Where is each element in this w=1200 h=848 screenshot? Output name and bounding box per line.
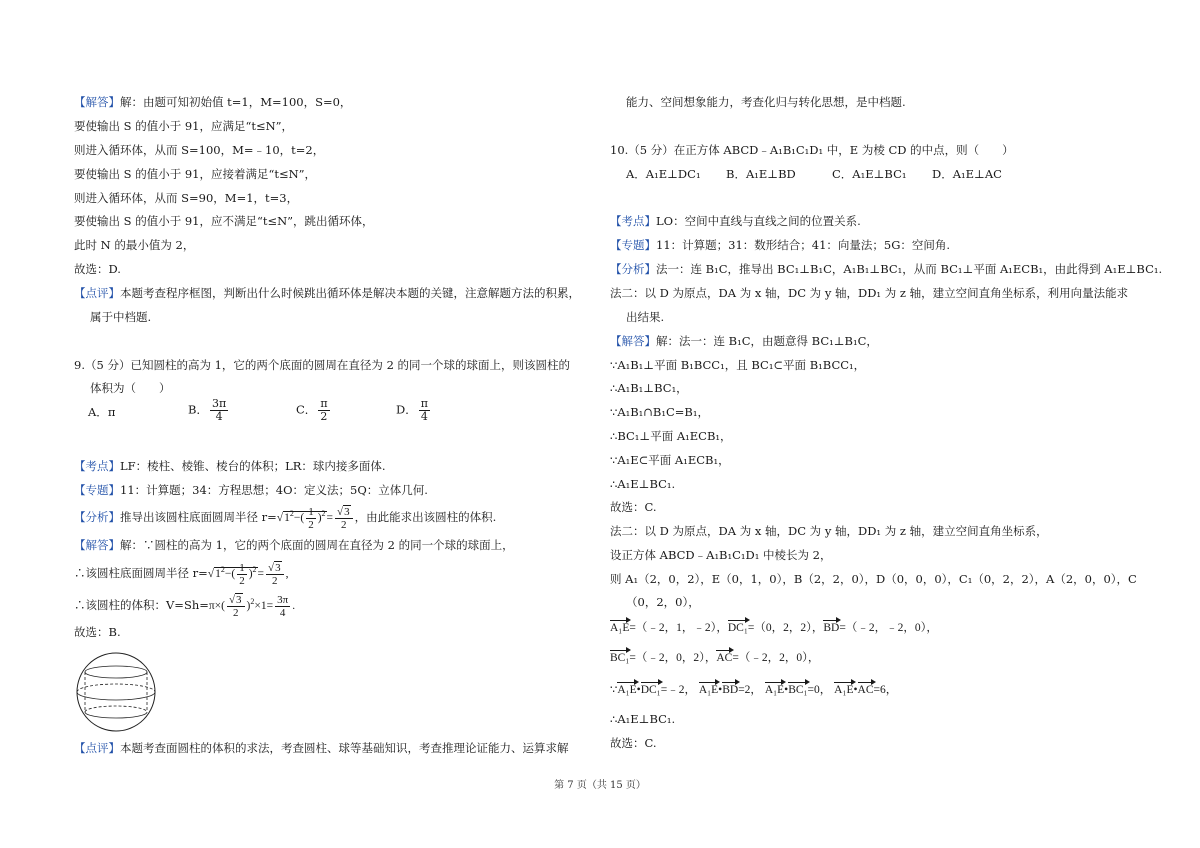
vector-a1e: A₁E [698,684,719,696]
keypoint-tag: 【考点】 [610,214,656,228]
text: 法一：连 B₁C，推导出 BC₁⊥B₁C，A₁B₁⊥BC₁，从而 BC₁⊥平面 A₁ECB₁，由此得到 A₁E⊥BC₁. [656,262,1163,276]
vector-bd: BD [722,684,739,696]
numerator: 3π [211,397,227,410]
q10-option-d: D．A₁E⊥AC [932,167,1002,181]
q10-answer-line: ∵A₁E⊂平面 A₁ECB₁， [610,453,730,467]
vector-a1e: A₁E [610,622,630,634]
label: B． [188,402,208,417]
label: A． [88,405,108,419]
value: =0， [807,684,832,696]
vector-bd: BD [823,622,840,634]
value: =（﹣2，2，0）， [732,652,820,664]
numerator: π [420,397,428,410]
q9-review [74,740,569,756]
answer-tag: 【解答】 [610,334,656,348]
q9-answer-radius [74,562,288,587]
text: 解：法一：连 B₁C，由题意得 BC₁⊥B₁C， [656,334,878,348]
page-footer: 第 7 页（共 15 页） [554,780,646,791]
q9-review-cont: 能力、空间想象能力，考查化归与转化思想，是中档题. [626,95,906,109]
q9-answer [74,537,514,553]
q10-answer-line: ∴A₁B₁⊥BC₁， [610,381,688,395]
q10-method2-line: （0，2，0）， [626,595,700,609]
text: LO：空间中直线与直线之间的位置关系. [656,214,861,228]
vector-bc1: BC₁ [788,684,808,696]
fraction [318,398,329,423]
q10-option-b: B．A₁E⊥BD [726,167,796,181]
q9-topic [74,482,428,498]
keypoint-tag: 【考点】 [74,459,120,473]
q10-choose: 故选：C. [610,736,657,750]
sphere-cylinder-figure [74,650,158,734]
q10-dot-products: ∵A₁E•DC₁=﹣2， A₁E•BD=2， A₁E•BC₁=0， A₁E•AC=6， [610,684,898,696]
vector-a1e: A₁E [764,684,785,696]
text: 11：计算题；31：数形结合；41：向量法；5G：空间角. [656,238,951,252]
text: ∴该圆柱的体积：V=Sh= [74,598,209,613]
value: =（﹣2，﹣2，0）， [839,622,938,634]
q10-option-a: A．A₁E⊥DC₁ [626,167,701,181]
q9-analysis [74,506,496,531]
q9-stem: 9.（5 分）已知圆柱的高为 1，它的两个底面的圆周在直径为 2 的同一个球的球面上，则该圆柱的 [74,358,571,372]
fraction [210,398,228,423]
q10-topic [610,237,950,253]
q10-method2-line: 则 A₁（2，0，2），E（0，1，0），B（2，2，0），D（0，0，0），C₁（0，2，2），A（2，0，0），C [610,572,1137,586]
q10-answer-line: ∵A₁B₁⊥平面 B₁BCC₁，且 BC₁⊂平面 B₁BCC₁， [610,358,866,372]
text: LF：棱柱、棱锥、棱台的体积；LR：球内接多面体. [120,459,386,473]
label: D． [396,402,417,417]
value: =﹣2， [660,684,696,696]
q10-analysis [610,261,1162,277]
vector-a1e: A₁E [834,684,854,696]
vector-bc1: BC₁ [610,652,630,664]
q8-line: 则进入循环体，从而 S=90，M=1，t=3， [74,191,299,205]
q9-option-d [396,398,432,423]
text: 11：计算题；34：方程思想；4O：定义法；5Q：立体几何. [120,483,428,497]
q10-vectors-2 [610,650,819,666]
q10-analysis-2: 法二：以 D 为原点，DA 为 x 轴，DC 为 y 轴，DD₁ 为 z 轴，建立空间直角坐标系，利用向量法能求 [610,286,1129,300]
denominator: 2 [320,410,328,423]
value: =6， [873,684,898,696]
answer-tag: 【解答】 [74,538,120,552]
vector-dc1: DC₁ [727,622,748,634]
value: =2， [738,684,762,696]
q8-review-cont: 属于中档题. [90,310,152,324]
text: 解：由题可知初始值 t=1，M=100，S=0， [120,95,352,109]
because-symbol: ∵ [610,684,618,696]
value: π [107,405,116,419]
review-tag: 【点评】 [74,286,120,300]
q9-answer-volume [74,594,295,619]
q9-option-c [296,398,332,423]
value: =（﹣2，1，﹣2）， [629,622,728,634]
topic-tag: 【专题】 [610,238,656,252]
q9-stem-cont: 体积为（ ） [90,381,171,395]
text: ∴该圆柱底面圆周半径 r= [74,566,208,581]
analysis-tag: 【分析】 [74,510,120,525]
q9-option-b [188,398,230,423]
value: =（0，2，2）， [747,622,824,634]
answer-tag: 【解答】 [74,95,120,109]
text: 本题考查面圆柱的体积的求法，考查圆柱、球等基础知识，考查推理论证能力、运算求解 [120,741,569,755]
fraction [419,398,430,423]
denominator: 4 [420,410,428,423]
topic-tag: 【专题】 [74,483,120,497]
q10-method2-line: 法二：以 D 为原点，DA 为 x 轴，DC 为 y 轴，DD₁ 为 z 轴，建立空间直角坐标系， [610,524,1048,538]
radius-formula: $√1^2-$( $\frac{1}{2}$ )$^2$= $\frac{√3}{2}$ , [207,562,289,587]
q8-line: 要使输出 S 的值小于 91，应接着满足“t≤N”， [74,167,317,181]
q10-answer-line: ∵A₁B₁∩B₁C=B₁， [610,405,709,419]
q10-answer-line: ∴A₁E⊥BC₁. [610,477,676,491]
volume-formula: π×( $\frac{√3}{2}$ )$^2$×1= $\frac{3\pi}{4}$ . [208,594,296,619]
q9-option-a [88,404,115,420]
q8-line: 要使输出 S 的值小于 91，应满足“t≤N”， [74,119,294,133]
q8-line: 此时 N 的最小值为 2， [74,238,195,252]
q8-line: 要使输出 S 的值小于 91，应不满足“t≤N”，跳出循环体， [74,214,374,228]
vector-ac: AC [716,652,733,664]
q10-answer [610,333,878,349]
q8-review [74,285,580,301]
q10-answer-line: 故选：C. [610,500,657,514]
denominator: 4 [215,410,223,423]
vector-ac: AC [857,684,874,696]
q10-analysis-3: 出结果. [626,310,665,324]
vector-dc1: DC₁ [640,684,661,696]
review-tag: 【点评】 [74,741,120,755]
q10-option-c: C．A₁E⊥BC₁ [832,167,907,181]
text: 推导出该圆柱底面圆周半径 r= [120,510,277,525]
vector-a1e: A₁E [617,684,637,696]
analysis-tag: 【分析】 [610,262,656,276]
q10-keypoint [610,213,861,229]
q10-stem: 10.（5 分）在正方体 ABCD﹣A₁B₁C₁D₁ 中，E 为棱 CD 的中点，则（ ） [610,143,1014,157]
radius-formula: $√1^2-$( $\frac{1}{2}$ )$^2$= $\frac{√3}{2}$ [277,512,355,524]
text: 本题考查程序框图，判断出什么时候跳出循环体是解决本题的关键，注意解题方法的积累， [120,286,580,300]
q10-answer-line: ∴BC₁⊥平面 A₁ECB₁， [610,429,732,443]
label: C． [296,402,317,417]
text: ，由此能求出该圆柱的体积. [354,510,497,525]
q10-vectors-1 [610,620,938,636]
text: 解：∵圆柱的高为 1，它的两个底面的圆周在直径为 2 的同一个球的球面上， [120,538,514,552]
value: =（﹣2，0，2）， [629,652,717,664]
q10-conclusion: ∴A₁E⊥BC₁. [610,712,676,726]
q10-method2-line: 设正方体 ABCD﹣A₁B₁C₁D₁ 中棱长为 2， [610,548,832,562]
q8-line: 故选：D. [74,262,121,276]
q9-choose: 故选：B. [74,625,121,639]
q9-keypoint [74,458,386,474]
q8-line: 则进入循环体，从而 S=100，M=﹣10，t=2， [74,143,325,157]
q8-answer-line [74,94,351,110]
numerator: π [320,397,328,410]
